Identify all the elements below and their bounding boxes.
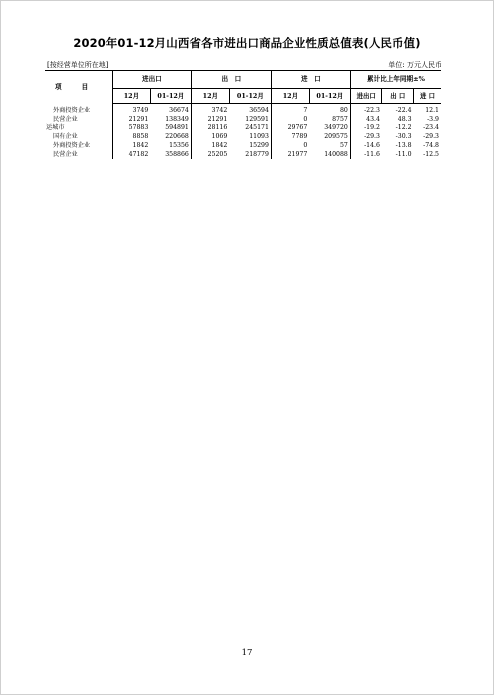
cell-value: 7789 — [291, 133, 308, 141]
cell-value: -13.8 — [395, 141, 412, 149]
basis-note: [按经营单位所在地] — [47, 61, 109, 69]
cell-value: -29.3 — [364, 133, 380, 141]
cell-value: 15299 — [229, 142, 271, 151]
cell-value: -14.6 — [364, 141, 380, 149]
cell-value: 1069 — [211, 133, 228, 141]
cell-value: -3.9 — [427, 115, 439, 123]
cell-value: 349720 — [309, 124, 350, 133]
cell-value: 245171 — [229, 124, 271, 133]
cell-value: 220668 — [150, 133, 191, 142]
cell-value: 8757 — [309, 116, 350, 125]
table-row — [45, 124, 441, 133]
table-row — [45, 142, 441, 151]
cell-value: 3749 — [132, 107, 149, 114]
stats-table — [45, 70, 441, 159]
table-row — [45, 104, 441, 116]
cell-value: 1842 — [211, 141, 228, 149]
cell-value: -11.6 — [364, 150, 380, 158]
cell-value: -30.3 — [395, 133, 412, 141]
cell-value: 15356 — [150, 142, 191, 151]
cell-value: 11093 — [229, 133, 271, 142]
cell-value: 3742 — [211, 107, 228, 114]
cell-value: 36594 — [229, 104, 271, 116]
header-group-total: 进出口 — [112, 71, 191, 89]
page-title: 2020年01-12月山西省各市进出口商品企业性质总值表(人民币值) — [73, 36, 421, 50]
row-label: 民营企业 — [45, 151, 112, 160]
cell-value: 47182 — [128, 150, 149, 158]
cell-value: 80 — [309, 104, 350, 116]
cell-value: 21291 — [128, 115, 149, 123]
cell-value: 1842 — [132, 141, 149, 149]
cell-value: -22.4 — [395, 107, 412, 114]
cell-value: 57883 — [128, 124, 149, 132]
cell-value: 218779 — [229, 151, 271, 160]
cell-value: 25205 — [207, 150, 228, 158]
cell-value: -12.2 — [395, 124, 412, 132]
row-label: 外商投资企业 — [45, 142, 112, 151]
cell-value: -29.3 — [423, 133, 439, 141]
cell-value: 0 — [303, 141, 308, 149]
cell-value: 129591 — [229, 116, 271, 125]
cell-value: -19.2 — [364, 124, 380, 132]
header-item: 项 目 — [45, 71, 112, 104]
cell-value: 8858 — [132, 133, 149, 141]
header-sub: 01-12月 — [150, 89, 191, 104]
header-sub: 01-12月 — [229, 89, 271, 104]
cell-value: -23.4 — [423, 124, 439, 132]
row-label: 运城市 — [45, 124, 112, 133]
header-sub: 12月 — [191, 89, 229, 104]
cell-value: -74.8 — [423, 141, 439, 149]
header-group-import: 进 口 — [271, 71, 350, 89]
cell-value: 7 — [303, 107, 308, 114]
row-label: 外商投资企业 — [45, 104, 112, 116]
header-sub: 进 口 — [414, 89, 441, 104]
header-sub: 进出口 — [350, 89, 382, 104]
cell-value: 36674 — [150, 104, 191, 116]
cell-value: 0 — [303, 115, 308, 123]
cell-value: 358866 — [150, 151, 191, 160]
table-row — [45, 116, 441, 125]
cell-value: -22.3 — [364, 107, 380, 114]
cell-value: 43.4 — [366, 115, 380, 123]
header-group-yoy: 累计比上年同期±% — [350, 71, 441, 89]
cell-value: 209575 — [309, 133, 350, 142]
header-group-export: 出 口 — [191, 71, 271, 89]
row-label: 国有企业 — [45, 133, 112, 142]
cell-value: 29767 — [287, 124, 308, 132]
cell-value: 28116 — [207, 124, 228, 132]
cell-value: 138349 — [150, 116, 191, 125]
cell-value: 57 — [309, 142, 350, 151]
cell-value: 21291 — [207, 115, 228, 123]
cell-value: 21977 — [287, 150, 308, 158]
header-sub: 12月 — [112, 89, 150, 104]
header-sub: 12月 — [271, 89, 309, 104]
cell-value: 48.3 — [397, 115, 412, 123]
table-row — [45, 133, 441, 142]
unit-note: 单位: 万元人民币 — [388, 61, 442, 69]
header-sub: 出 口 — [382, 89, 414, 104]
cell-value: -12.5 — [423, 150, 439, 158]
cell-value: 12.1 — [425, 107, 439, 114]
header-sub: 01-12月 — [309, 89, 350, 104]
cell-value: 140088 — [309, 151, 350, 160]
table-row — [45, 151, 441, 160]
cell-value: 594891 — [150, 124, 191, 133]
page-number: 17 — [241, 648, 253, 658]
row-label: 民营企业 — [45, 116, 112, 125]
cell-value: -11.0 — [395, 150, 412, 158]
